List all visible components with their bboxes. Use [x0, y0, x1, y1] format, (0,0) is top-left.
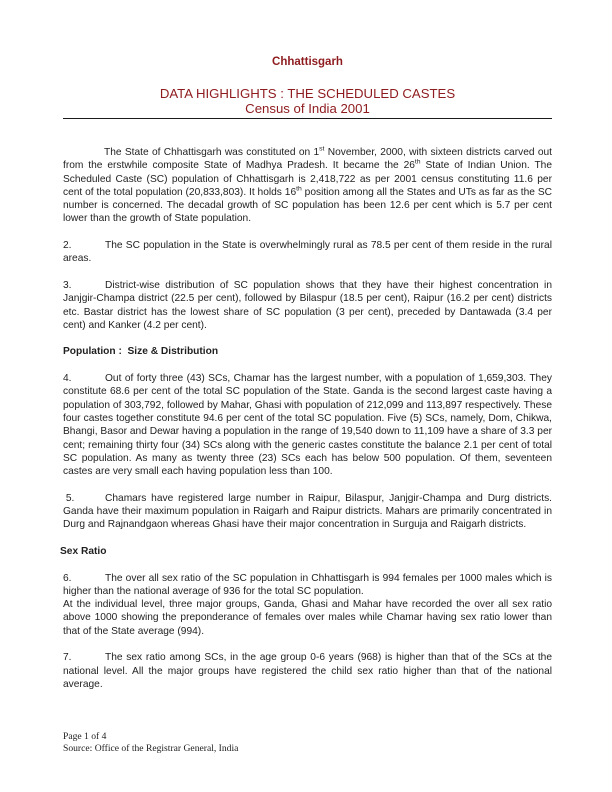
paragraph-6: 6. The over all sex ratio of the SC population in Chhattisgarh is 994 females per 1000 males which is higher than the national average of 936 for the total SC population. At the individual level, three major groups, Ganda, Ghasi and Mahar have recorded the over all sex ratio above 1000 showing the preponderance of females over males while Chamar having sex ratio lower than that of the State average (994).	[63, 572, 552, 637]
document-body	[60, 145, 552, 691]
paragraph-4: 4. Out of forty three (43) SCs, Chamar has the largest number, with a population of 1,659,303. They constitute 68.6 per cent of the total SC population of the State. Ganda is the second largest caste having a population of 303,792, followed by Mahar, Ghasi with population of 212,099 and 113,897 respectively. These four castes together constitute 94.6 per cent of the total SC population. Five (5) SCs, namely, Dom, Chikwa, Bhangi, Basor and Dewar having a population in the range of 19,540 down to 11,109 have a share of 3.3 per cent; remaining thirty four (34) SCs along with the generic castes constitute the balance 2.1 per cent of total SC population. As many as twenty three (23) SCs each has below 500 population. Of them, seventeen castes are very small each having population less than 100.	[63, 373, 552, 478]
paragraph-number: 5.	[63, 492, 75, 504]
paragraph-5: 5. Chamars have registered large number in Raipur, Bilaspur, Janjgir-Champa and Durg districts. Ganda have their maximum population in Raigarh and Raipur districts. Mahars are primarily concentrated in Durg and Rajnandgaon whereas Ghasi have their major concentration in Surguja and Raigarh districts.	[63, 492, 552, 531]
paragraph-3: 3. District-wise distribution of SC population shows that they have their highest concentration in Janjgir-Champa district (22.5 per cent), followed by Bilaspur (18.5 per cent), Raipur (16.2 per cent) districts etc. Bastar district has the lowest share of SC population (3 per cent), preceded by Dantawada (3.4 per cent) and Kanker (4.2 per cent).	[63, 279, 552, 331]
paragraph-7: 7. The sex ratio among SCs, in the age group 0-6 years (968) is higher than that of the SCs at the national level. All the major groups have registered the child sex ratio higher than that of the national average.	[63, 652, 552, 690]
header-rule	[63, 118, 552, 119]
section-heading-sex-ratio: Sex Ratio	[60, 545, 107, 557]
paragraph-number: 4.	[63, 373, 72, 385]
ordinal-superscript: th	[414, 158, 421, 166]
paragraph-number: 3.	[63, 279, 72, 291]
page-footer	[63, 731, 238, 756]
section-heading-population: Population : Size & Distribution	[63, 346, 219, 358]
ordinal-superscript: st	[319, 145, 325, 153]
paragraph-number: 7.	[63, 652, 72, 664]
state-title: Chhattisgarh	[272, 56, 343, 68]
paragraph-number: 2.	[63, 240, 72, 252]
source-note: Source: Office of the Registrar General, India	[63, 743, 239, 755]
doc-title-line2: Census of India 2001	[245, 100, 370, 116]
doc-title-line1: DATA HIGHLIGHTS : THE SCHEDULED CASTES	[159, 86, 456, 101]
document-header	[63, 56, 552, 119]
paragraph-2: 2. The SC population in the State is overwhelmingly rural as 78.5 per cent of them reside in the rural areas.	[63, 240, 552, 265]
page-number: Page 1 of 4	[63, 731, 107, 742]
paragraph-number: 6.	[63, 572, 72, 584]
intro-paragraph: The State of Chhattisgarh was constituted on 1st November, 2000, with sixteen districts carved out from the erstwhile composite State of Madhya Pradesh. It became the 26th State of Indian Union. The Scheduled Caste (SC) population of Chhattisgarh is 2,418,722 as per 2001 census constituting 11.6 per cent of the total population (20,833,803). It holds 16th position among all the States and UTs as far as the SC number is concerned. The decadal growth of SC population has been 12.6 per cent which is 5.7 per cent lower than the growth of State population.	[63, 145, 552, 225]
ordinal-superscript: th	[296, 185, 302, 193]
